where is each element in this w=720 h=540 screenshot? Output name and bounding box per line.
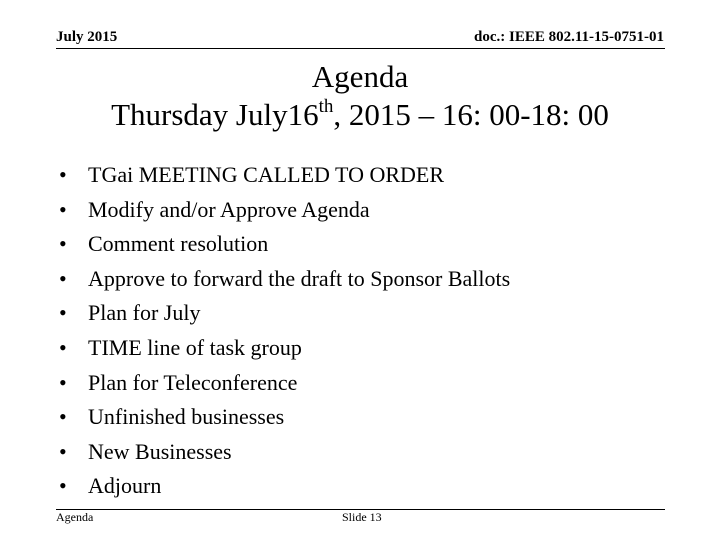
title-date-line xyxy=(0,96,720,134)
agenda-item-text: Plan for Teleconference xyxy=(88,369,298,395)
header-doc-id: doc.: IEEE 802.11-15-0751-01 xyxy=(473,29,664,45)
bullet-icon: • xyxy=(59,196,67,222)
slide-number: Slide 13 xyxy=(342,510,382,524)
agenda-item xyxy=(56,435,510,470)
agenda-item-text: Adjourn xyxy=(88,473,162,499)
title-day-date: Thursday July16 xyxy=(111,97,319,132)
agenda-item-text: Unfinished businesses xyxy=(88,404,285,430)
bullet-icon: • xyxy=(59,369,67,395)
agenda-item xyxy=(56,296,510,331)
agenda-item xyxy=(56,400,510,435)
header-divider xyxy=(56,48,665,49)
agenda-item-text: Comment resolution xyxy=(88,231,269,257)
title-ordinal-suffix: th xyxy=(318,96,334,117)
header-date: July 2015 xyxy=(56,29,118,45)
agenda-item xyxy=(56,469,510,504)
agenda-item xyxy=(56,366,510,401)
agenda-list xyxy=(56,158,510,504)
agenda-item xyxy=(56,331,510,366)
bullet-icon: • xyxy=(59,334,67,360)
bullet-icon: • xyxy=(59,265,67,291)
agenda-item xyxy=(56,158,510,193)
bullet-icon: • xyxy=(59,300,67,326)
agenda-item-text: Modify and/or Approve Agenda xyxy=(88,196,370,222)
agenda-item-text: TGai MEETING CALLED TO ORDER xyxy=(88,162,445,187)
agenda-item xyxy=(56,262,510,297)
agenda-item-text: TIME line of task group xyxy=(88,334,302,360)
bullet-icon: • xyxy=(59,404,67,430)
agenda-item-text: Plan for July xyxy=(88,300,201,326)
agenda-item-text: Approve to forward the draft to Sponsor Ballots xyxy=(88,265,511,291)
agenda-item xyxy=(56,227,510,262)
agenda-item-text: New Businesses xyxy=(88,438,232,464)
bullet-icon: • xyxy=(59,162,67,187)
footer-label: Agenda xyxy=(56,510,94,524)
bullet-icon: • xyxy=(59,473,67,499)
agenda-item xyxy=(56,193,510,228)
bullet-icon: • xyxy=(59,438,67,464)
bullet-icon: • xyxy=(59,231,67,257)
title-heading: Agenda xyxy=(311,59,409,94)
title-time-range: , 2015 – 16: 00-18: 00 xyxy=(333,97,609,132)
slide-title xyxy=(0,58,720,134)
